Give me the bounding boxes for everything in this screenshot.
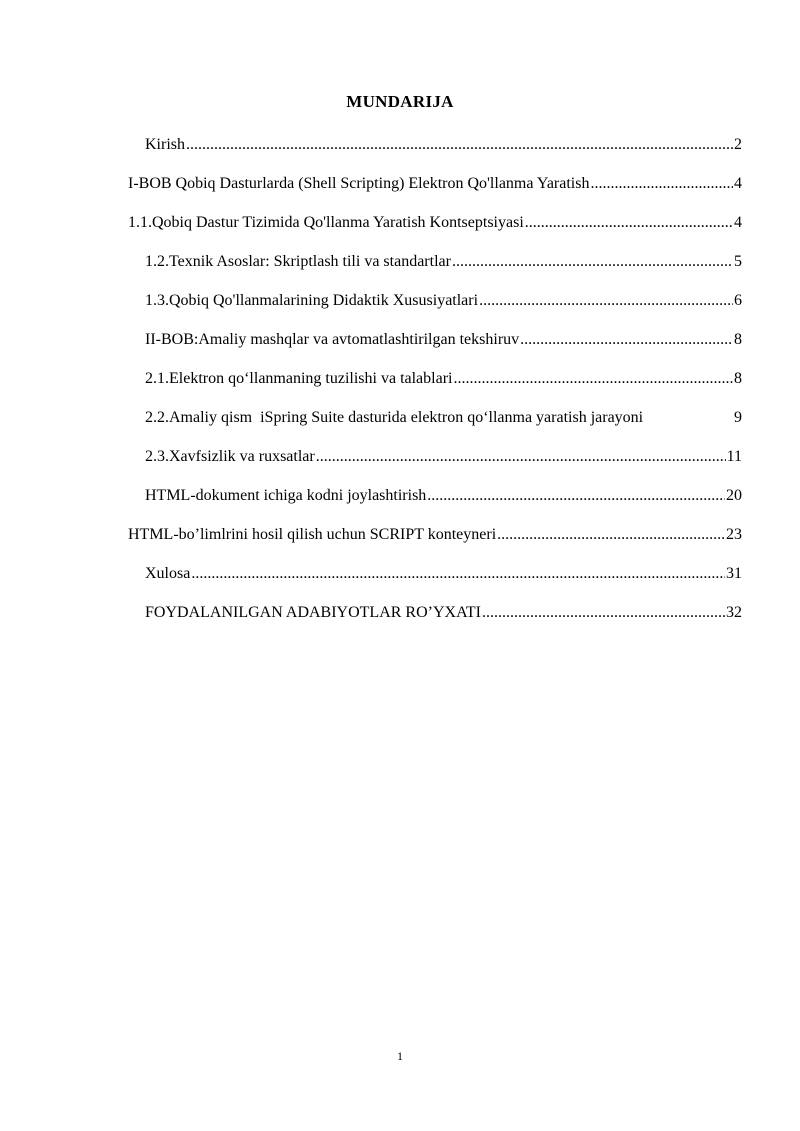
toc-entry[interactable] (128, 281, 742, 320)
toc-entry-page: 5 (734, 253, 742, 270)
toc-entry-label: HTML-bo’limlrini hosil qilish uchun SCRIPT konteyneri (128, 526, 497, 543)
toc-entry[interactable] (128, 398, 742, 437)
toc-list (128, 125, 742, 632)
toc-entry-page: 11 (726, 448, 742, 465)
toc-entry-page: 4 (734, 175, 742, 192)
toc-entry-page: 9 (734, 409, 742, 426)
toc-entry[interactable] (128, 476, 742, 515)
toc-entry-page: 2 (734, 136, 742, 153)
toc-leader-dots (525, 203, 733, 242)
toc-leader-dots (316, 437, 726, 476)
toc-entry-page: 8 (734, 331, 742, 348)
toc-entry-label: II-BOB:Amaliy mashqlar va avtomatlashtirilgan tekshiruv (145, 331, 520, 348)
toc-entry[interactable] (128, 125, 742, 164)
toc-leader-dots (191, 554, 725, 593)
toc-entry[interactable] (128, 242, 742, 281)
toc-entry-page: 6 (734, 292, 742, 309)
toc-entry-label: 2.1.Elektron qo‘llanmaning tuzilishi va talablari (145, 370, 453, 387)
toc-entry[interactable] (128, 320, 742, 359)
toc-entry-page: 4 (734, 214, 742, 231)
toc-entry-page: 31 (726, 565, 742, 582)
toc-entry-page: 23 (726, 526, 742, 543)
toc-leader-dots (479, 281, 733, 320)
toc-entry-label: HTML-dokument ichiga kodni joylashtirish (145, 487, 427, 504)
toc-entry-page: 20 (726, 487, 742, 504)
toc-entry[interactable] (128, 554, 742, 593)
footer-page-number: 1 (397, 1049, 403, 1063)
toc-leader-dots (186, 125, 733, 164)
toc-entry[interactable] (128, 359, 742, 398)
toc-entry-label: 1.1.Qobiq Dastur Tizimida Qo'llanma Yaratish Kontseptsiyasi (128, 214, 524, 231)
toc-entry-label: 1.3.Qobiq Qo'llanmalarining Didaktik Xususiyatlari (145, 292, 479, 309)
toc-leader-dots (590, 164, 733, 203)
toc-entry[interactable] (128, 437, 742, 476)
toc-entry[interactable] (128, 593, 742, 632)
toc-leader-dots (452, 242, 733, 281)
toc-entry-label: 2.3.Xavfsizlik va ruxsatlar (145, 448, 315, 465)
toc-entry-label: FOYDALANILGAN ADABIYOTLAR RO’YXATI (145, 604, 481, 621)
toc-leader-dots (427, 476, 725, 515)
toc-entry[interactable] (128, 164, 742, 203)
toc-entry-label: Kirish (145, 136, 185, 153)
toc-entry-page: 8 (734, 370, 742, 387)
toc-entry-page: 32 (726, 604, 742, 621)
toc-entry-label: I-BOB Qobiq Dasturlarda (Shell Scripting) Elektron Qo'llanma Yaratish (128, 175, 590, 192)
toc-leader-dots (520, 320, 733, 359)
toc-entry[interactable] (128, 515, 742, 554)
toc-leader-dots (453, 359, 733, 398)
toc-entry[interactable] (128, 203, 742, 242)
toc-entry-label: Xulosa (145, 565, 191, 582)
toc-entry-label: 2.2.Amaliy qism iSpring Suite dasturida elektron qo‘llanma yaratish jarayoni (145, 409, 644, 426)
toc-leader-dots (482, 593, 725, 632)
toc-entry-label: 1.2.Texnik Asoslar: Skriptlash tili va standartlar (145, 253, 451, 270)
page-title: MUNDARIJA (346, 92, 454, 111)
toc-leader-dots (497, 515, 725, 554)
